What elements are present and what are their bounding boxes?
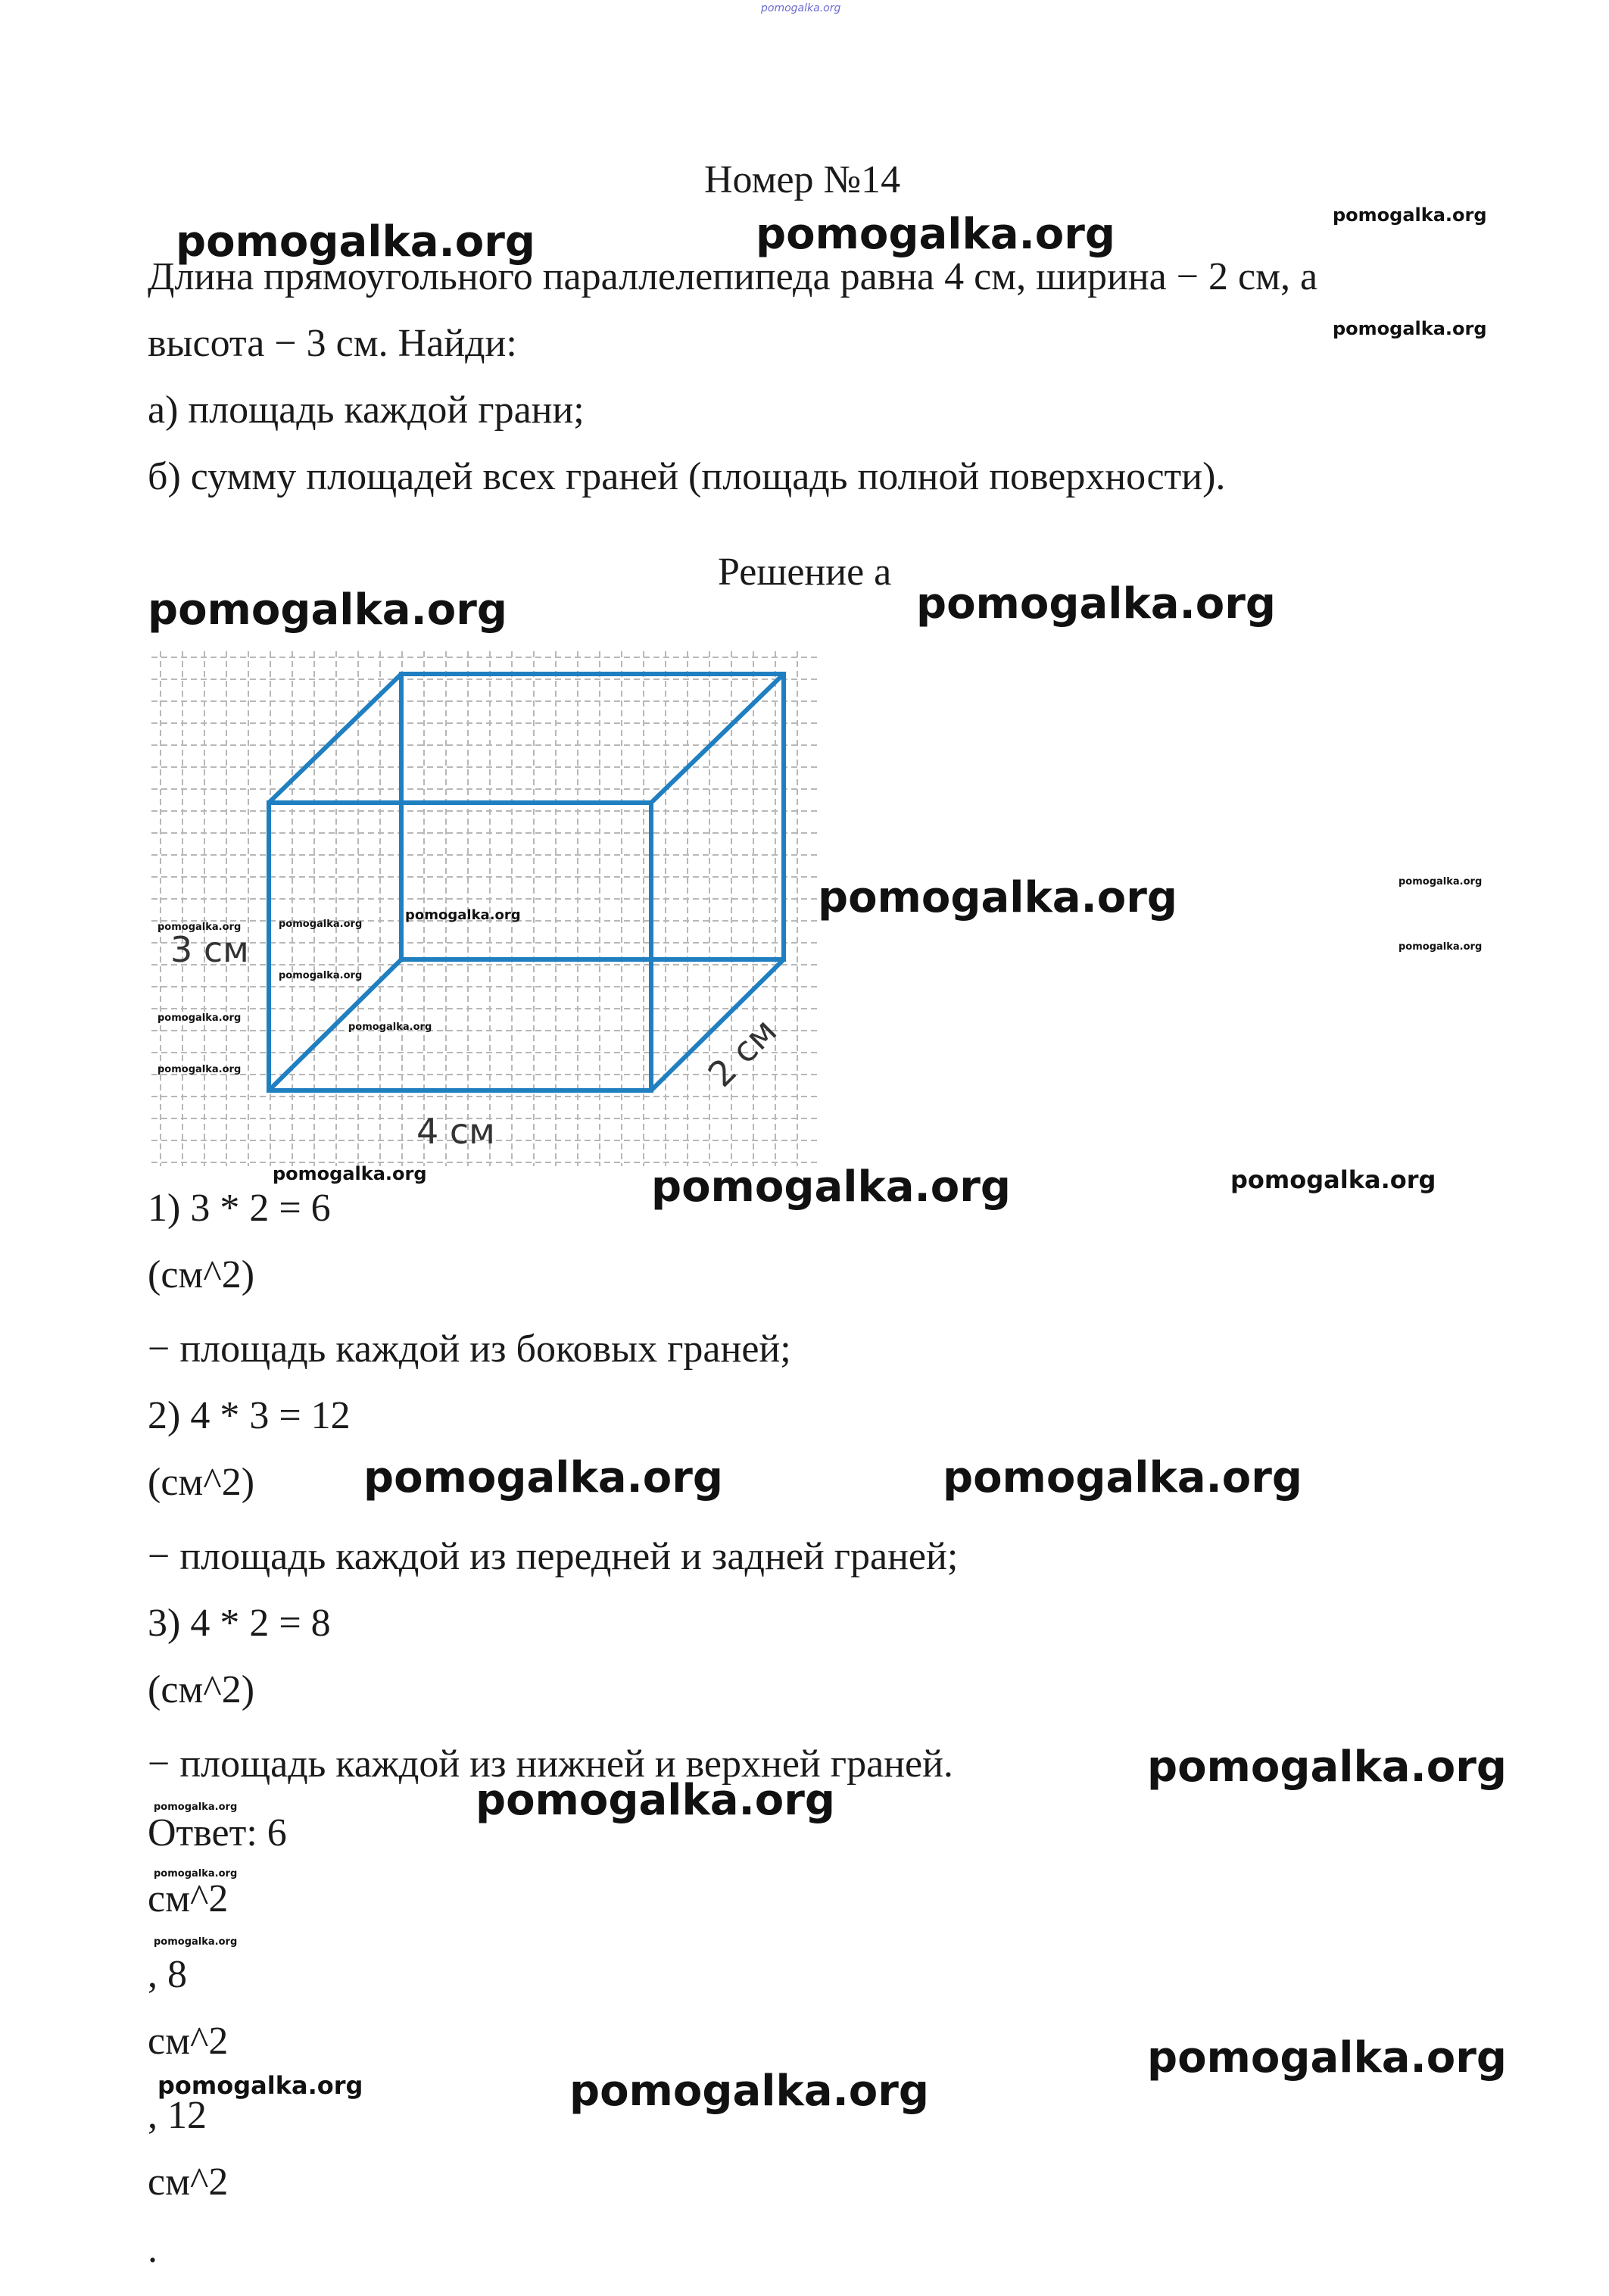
answer-value-3: , 12 bbox=[148, 2094, 207, 2137]
watermark: pomogalka.org bbox=[569, 2067, 929, 2116]
step-2-unit: (см^2) bbox=[148, 1461, 255, 1504]
box-edges bbox=[269, 674, 784, 1090]
watermark: pomogalka.org bbox=[761, 2, 841, 14]
step-2-expression: 2) 4 * 3 = 12 bbox=[148, 1394, 351, 1437]
watermark: pomogalka.org bbox=[157, 1064, 242, 1075]
page-title: Номер №14 bbox=[704, 158, 901, 201]
watermark: pomogalka.org bbox=[157, 922, 242, 933]
front-face bbox=[269, 803, 651, 1090]
watermark: pomogalka.org bbox=[1333, 204, 1487, 226]
watermark: pomogalka.org bbox=[157, 2071, 363, 2100]
watermark: pomogalka.org bbox=[651, 1162, 1011, 1212]
step-1-unit: (см^2) bbox=[148, 1253, 255, 1296]
step-3-expression: 3) 4 * 2 = 8 bbox=[148, 1602, 331, 1645]
step-3-description: − площадь каждой из нижней и верхней граней. bbox=[148, 1742, 953, 1786]
watermark: pomogalka.org bbox=[273, 1163, 427, 1184]
watermark: pomogalka.org bbox=[1333, 318, 1487, 339]
step-3-unit: (см^2) bbox=[148, 1668, 255, 1711]
watermark: pomogalka.org bbox=[916, 579, 1276, 629]
problem-line-2: высота − 3 см. Найди: bbox=[148, 322, 517, 365]
edge-top-right bbox=[651, 674, 784, 803]
watermark: pomogalka.org bbox=[148, 585, 507, 635]
watermark: pomogalka.org bbox=[943, 1453, 1302, 1502]
watermark: pomogalka.org bbox=[756, 210, 1115, 259]
watermark: pomogalka.org bbox=[1147, 1742, 1507, 1792]
problem-item-b: б) сумму площадей всех граней (площадь полной поверхности). bbox=[148, 455, 1226, 498]
label-length: 4 см bbox=[416, 1111, 495, 1152]
watermark: pomogalka.org bbox=[1230, 1165, 1436, 1194]
answer-prefix: Ответ: 6 bbox=[148, 1811, 287, 1855]
step-1-description: − площадь каждой из боковых граней; bbox=[148, 1327, 791, 1371]
edge-top-left bbox=[269, 674, 401, 803]
answer-end: . bbox=[148, 2228, 157, 2271]
step-1-expression: 1) 3 * 2 = 6 bbox=[148, 1187, 331, 1230]
problem-line-1: Длина прямоугольного параллелепипеда равна 4 см, ширина − 2 см, а bbox=[148, 255, 1318, 298]
answer-unit-1: см^2 bbox=[148, 1877, 229, 1920]
watermark: pomogalka.org bbox=[348, 1022, 432, 1033]
watermark: pomogalka.org bbox=[363, 1453, 723, 1502]
watermark: pomogalka.org bbox=[154, 1936, 238, 1948]
watermark: pomogalka.org bbox=[1399, 876, 1483, 888]
watermark: pomogalka.org bbox=[1399, 941, 1483, 953]
problem-item-a: а) площадь каждой грани; bbox=[148, 388, 585, 432]
solution-heading: Решение а bbox=[718, 551, 892, 594]
watermark: pomogalka.org bbox=[1147, 2033, 1507, 2082]
watermark: pomogalka.org bbox=[405, 907, 521, 923]
label-width: 2 см bbox=[700, 1010, 785, 1095]
watermark: pomogalka.org bbox=[157, 1012, 242, 1024]
answer-unit-3: см^2 bbox=[148, 2160, 229, 2204]
watermark: pomogalka.org bbox=[818, 873, 1177, 922]
watermark: pomogalka.org bbox=[279, 970, 363, 981]
answer-unit-2: см^2 bbox=[148, 2020, 229, 2063]
watermark: pomogalka.org bbox=[154, 1868, 238, 1880]
watermark: pomogalka.org bbox=[279, 919, 363, 930]
watermark: pomogalka.org bbox=[176, 217, 535, 267]
watermark: pomogalka.org bbox=[154, 1802, 238, 1813]
label-height: 3 см bbox=[170, 929, 249, 970]
step-2-description: − площадь каждой из передней и задней граней; bbox=[148, 1535, 959, 1578]
watermark: pomogalka.org bbox=[476, 1776, 835, 1825]
answer-value-2: , 8 bbox=[148, 1953, 187, 1996]
